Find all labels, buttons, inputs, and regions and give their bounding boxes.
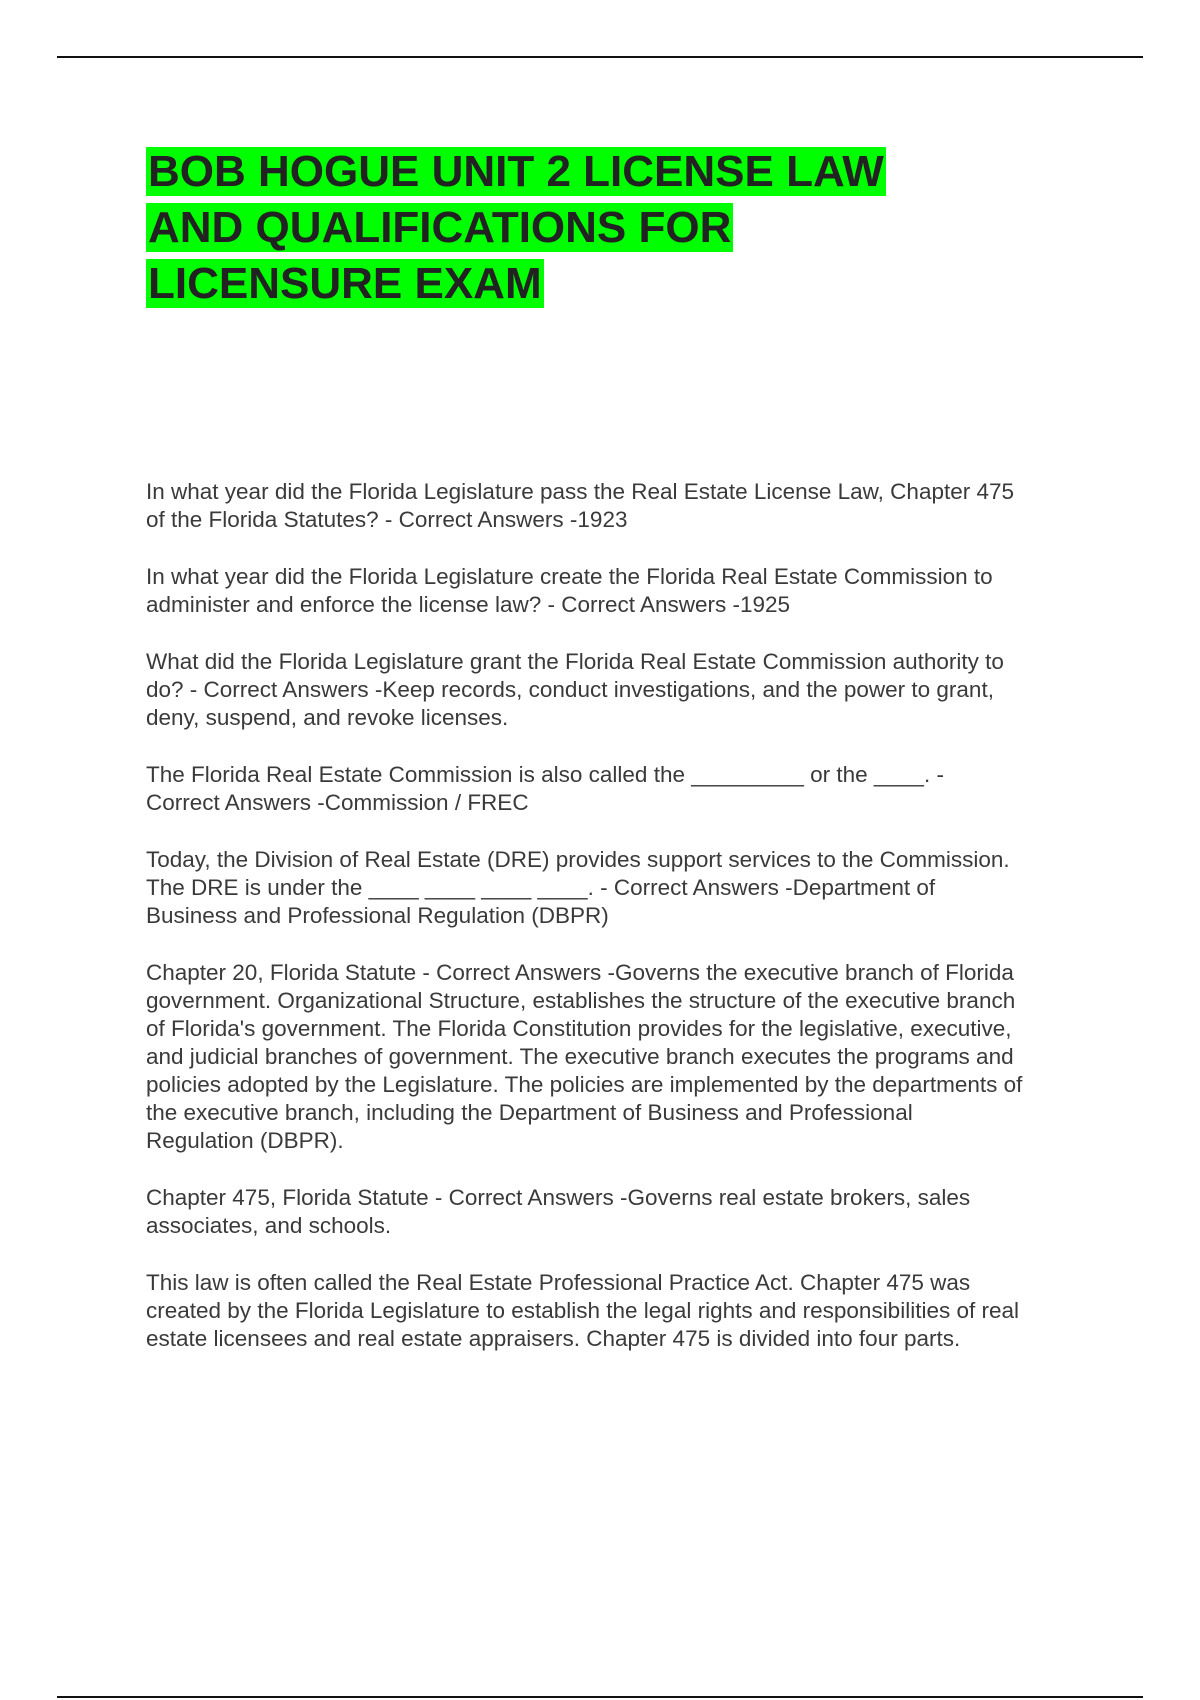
qa-entry: Today, the Division of Real Estate (DRE) provides support services to the Commission. The DRE is under the ____ ____ ____ ____. - Correct Answers -Department of Business and Professional Regulation (DBPR)	[146, 847, 1010, 928]
question-answer-list	[146, 478, 1096, 1382]
qa-entry: The Florida Real Estate Commission is also called the _________ or the ____. - Correct Answers -Commission / FREC	[146, 762, 944, 815]
top-rule	[57, 56, 1143, 58]
title-line: AND QUALIFICATIONS FOR	[148, 203, 732, 252]
qa-entry: In what year did the Florida Legislature pass the Real Estate License Law, Chapter 475 of the Florida Statutes? - Correct Answers -1923	[146, 479, 1015, 532]
document-title	[146, 144, 1046, 312]
qa-entry: Chapter 475, Florida Statute - Correct Answers -Governs real estate brokers, sales associates, and schools.	[146, 1185, 971, 1238]
qa-entry: In what year did the Florida Legislature create the Florida Real Estate Commission to administer and enforce the license law? - Correct Answers -1925	[146, 564, 993, 617]
qa-entry: What did the Florida Legislature grant the Florida Real Estate Commission authority to do? - Correct Answers -Keep records, conduct investigations, and the power to grant, deny, suspend, and revoke licenses.	[146, 649, 1004, 730]
title-line: BOB HOGUE UNIT 2 LICENSE LAW	[148, 147, 884, 196]
qa-entry: Chapter 20, Florida Statute - Correct Answers -Governs the executive branch of Florida government. Organizational Structure, establishes the structure of the executive branch of Florida's government. The Florida Constitution provides for the legislative, executive, and judicial branches of government. The executive branch executes the programs and policies adopted by the Legislature. The policies are implemented by the departments of the executive branch, including the Department of Business and Professional Regulation (DBPR).	[146, 960, 1023, 1153]
bottom-rule	[57, 1696, 1143, 1698]
title-line: LICENSURE EXAM	[148, 259, 542, 308]
qa-entry: This law is often called the Real Estate Professional Practice Act. Chapter 475 was created by the Florida Legislature to establish the legal rights and responsibilities of real estate licensees and real estate appraisers. Chapter 475 is divided into four parts.	[146, 1270, 1019, 1351]
